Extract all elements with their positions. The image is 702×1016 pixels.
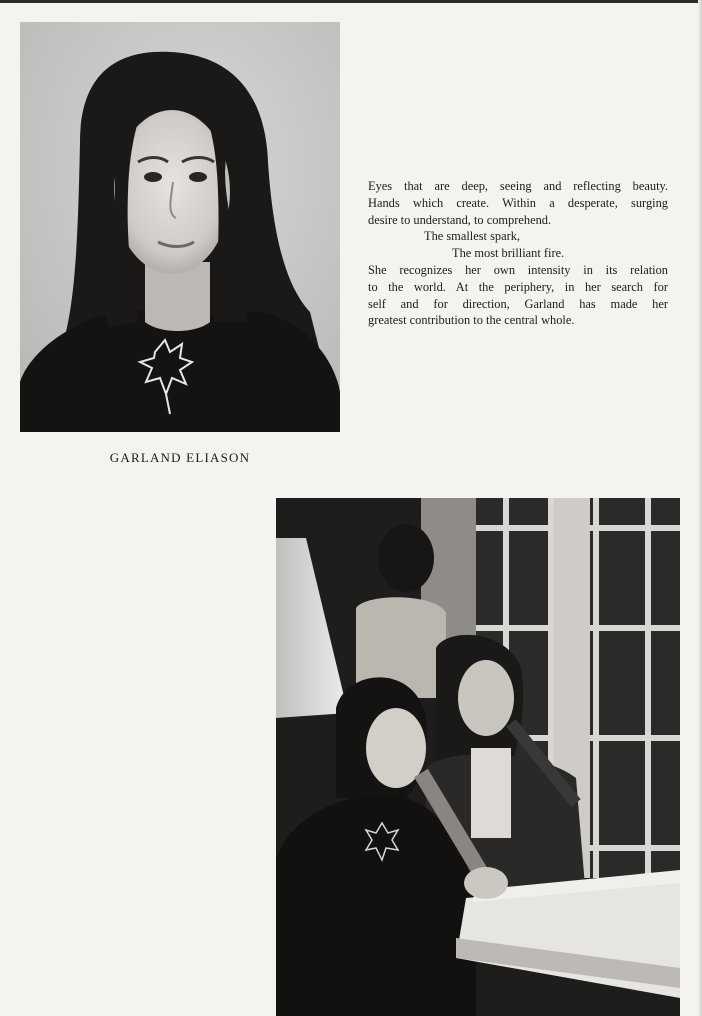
page-top-edge [0, 0, 702, 3]
tribute-line: The most brilliant fire. [452, 246, 565, 261]
tribute-line: desire to understand, to comprehend. [368, 212, 552, 227]
tribute-line: Eyes that are deep, seeing and reflecting beauty. [368, 179, 668, 193]
tribute-line: Hands which create. Within a desperate, surging [368, 195, 668, 210]
tribute-line: She recognizes her own intensity in its relation [368, 262, 668, 277]
tribute-line: greatest contribution to the central whole. [368, 313, 575, 328]
candid-photo [276, 498, 680, 1016]
portrait-photo [20, 22, 340, 432]
page-right-edge [698, 0, 702, 1016]
portrait-caption: GARLAND ELIASON [109, 450, 251, 465]
tribute-text [368, 178, 668, 329]
tribute-line: The smallest spark, [424, 229, 521, 244]
tribute-line: to the world. At the periphery, in her search for [368, 279, 668, 294]
tribute-line: self and for direction, Garland has made her [368, 296, 668, 311]
